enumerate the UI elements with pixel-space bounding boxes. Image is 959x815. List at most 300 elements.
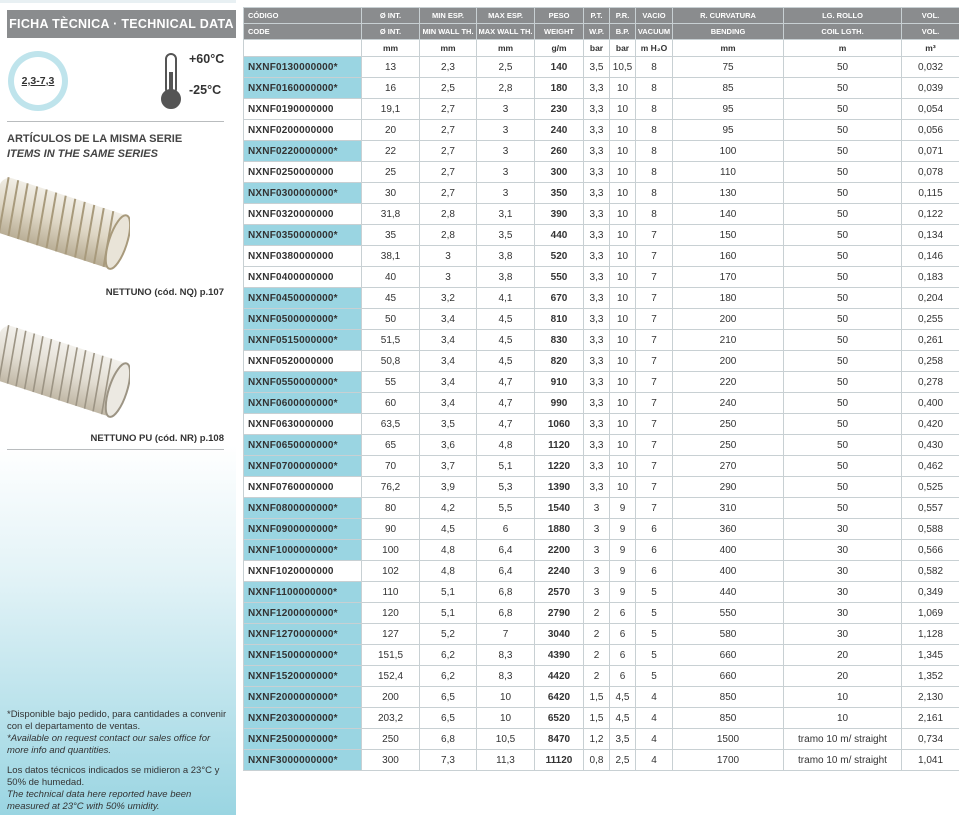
cell-coil-length: 50: [784, 267, 902, 288]
cell-min-wall: 3,4: [420, 393, 477, 414]
cell-coil-length: 50: [784, 162, 902, 183]
cell-vacuum: 5: [636, 582, 673, 603]
cell-working-pressure: 3,3: [584, 393, 610, 414]
cell-inner-diameter: 300: [362, 750, 420, 771]
cell-vacuum: 6: [636, 540, 673, 561]
cell-vacuum: 7: [636, 435, 673, 456]
cell-vacuum: 6: [636, 561, 673, 582]
cell-vacuum: 8: [636, 99, 673, 120]
diameter-range: 2,3-7,3: [21, 75, 55, 87]
cell-working-pressure: 3,3: [584, 330, 610, 351]
cell-code: NXNF0515000000*: [244, 330, 362, 351]
table-row: [244, 120, 959, 141]
cell-code: NXNF0900000000*: [244, 519, 362, 540]
cell-volume: 0,734: [902, 729, 959, 750]
cell-bending-radius: 110: [673, 162, 784, 183]
table-row: [244, 330, 959, 351]
cell-max-wall: 3: [477, 183, 535, 204]
cell-volume: 2,161: [902, 708, 959, 729]
cell-code: NXNF2030000000*: [244, 708, 362, 729]
cell-code: NXNF2500000000*: [244, 729, 362, 750]
cell-volume: 0,054: [902, 99, 959, 120]
cell-working-pressure: 1,2: [584, 729, 610, 750]
cell-min-wall: 3,7: [420, 456, 477, 477]
cell-max-wall: 4,5: [477, 351, 535, 372]
cell-weight: 240: [535, 120, 584, 141]
cell-max-wall: 3,1: [477, 204, 535, 225]
cell-max-wall: 6,8: [477, 603, 535, 624]
cell-volume: 0,261: [902, 330, 959, 351]
cell-coil-length: 50: [784, 414, 902, 435]
cell-working-pressure: 3,3: [584, 372, 610, 393]
cell-max-wall: 3,8: [477, 267, 535, 288]
cell-vacuum: 8: [636, 120, 673, 141]
col-header-burst-pressure: P.R.: [610, 8, 636, 24]
cell-vacuum: 8: [636, 57, 673, 78]
cell-max-wall: 6,8: [477, 582, 535, 603]
cell-code: NXNF0500000000*: [244, 309, 362, 330]
cell-min-wall: 2,7: [420, 99, 477, 120]
cell-inner-diameter: 120: [362, 603, 420, 624]
cell-code: NXNF1100000000*: [244, 582, 362, 603]
cell-max-wall: 3: [477, 141, 535, 162]
cell-bending-radius: 360: [673, 519, 784, 540]
cell-weight: 8470: [535, 729, 584, 750]
cell-coil-length: 30: [784, 540, 902, 561]
cell-vacuum: 7: [636, 456, 673, 477]
cell-max-wall: 3,8: [477, 246, 535, 267]
cell-max-wall: 11,3: [477, 750, 535, 771]
cell-code: NXNF0220000000*: [244, 141, 362, 162]
cell-working-pressure: 3,5: [584, 57, 610, 78]
availability-note-es: *Disponible bajo pedido, para cantidades a convenir con el departamento de ventas.: [7, 709, 227, 732]
col-header-weight: PESO: [535, 8, 584, 24]
col-header-bending-radius: R. CURVATURA: [673, 8, 784, 24]
cell-working-pressure: 3,3: [584, 309, 610, 330]
cell-volume: 0,400: [902, 393, 959, 414]
cell-vacuum: 7: [636, 330, 673, 351]
cell-inner-diameter: 152,4: [362, 666, 420, 687]
cell-max-wall: 3: [477, 162, 535, 183]
cell-inner-diameter: 22: [362, 141, 420, 162]
col-header-burst-pressure: bar: [610, 40, 636, 57]
col-header-burst-pressure: B.P.: [610, 24, 636, 40]
divider: [7, 449, 224, 450]
max-temperature: +60°C: [189, 52, 225, 66]
cell-max-wall: 3: [477, 120, 535, 141]
cell-min-wall: 5,2: [420, 624, 477, 645]
cell-max-wall: 6,4: [477, 561, 535, 582]
series-title-es: ARTÍCULOS DE LA MISMA SERIE: [7, 133, 183, 145]
cell-burst-pressure: 10,5: [610, 57, 636, 78]
table-row: [244, 183, 959, 204]
cell-burst-pressure: 10: [610, 309, 636, 330]
cell-working-pressure: 3,3: [584, 78, 610, 99]
cell-coil-length: 50: [784, 183, 902, 204]
cell-bending-radius: 220: [673, 372, 784, 393]
col-header-bending-radius: BENDING: [673, 24, 784, 40]
cell-vacuum: 7: [636, 225, 673, 246]
cell-burst-pressure: 9: [610, 498, 636, 519]
cell-working-pressure: 3,3: [584, 183, 610, 204]
cell-code: NXNF0250000000: [244, 162, 362, 183]
cell-code: NXNF0760000000: [244, 477, 362, 498]
cell-min-wall: 2,7: [420, 183, 477, 204]
col-header-vacuum: VACIO: [636, 8, 673, 24]
cell-inner-diameter: 110: [362, 582, 420, 603]
cell-burst-pressure: 9: [610, 519, 636, 540]
cell-code: NXNF0700000000*: [244, 456, 362, 477]
cell-bending-radius: 1500: [673, 729, 784, 750]
cell-coil-length: 50: [784, 456, 902, 477]
cell-burst-pressure: 6: [610, 603, 636, 624]
top-strip: [0, 0, 236, 3]
cell-working-pressure: 2: [584, 645, 610, 666]
table-row: [244, 624, 959, 645]
cell-code: NXNF0650000000*: [244, 435, 362, 456]
cell-weight: 350: [535, 183, 584, 204]
cell-vacuum: 4: [636, 750, 673, 771]
cell-weight: 820: [535, 351, 584, 372]
table-row: [244, 645, 959, 666]
cell-volume: 0,122: [902, 204, 959, 225]
cell-vacuum: 7: [636, 498, 673, 519]
cell-burst-pressure: 10: [610, 204, 636, 225]
cell-volume: 1,345: [902, 645, 959, 666]
col-header-inner-diameter: Ø INT.: [362, 24, 420, 40]
cell-max-wall: 7: [477, 624, 535, 645]
cell-weight: 3040: [535, 624, 584, 645]
cell-coil-length: 50: [784, 141, 902, 162]
cell-weight: 2790: [535, 603, 584, 624]
cell-min-wall: 3,2: [420, 288, 477, 309]
availability-note-en: *Available on request contact our sales office for more info and quantities.: [7, 733, 211, 756]
table-row: [244, 666, 959, 687]
cell-max-wall: 4,5: [477, 330, 535, 351]
cell-bending-radius: 250: [673, 414, 784, 435]
cell-weight: 390: [535, 204, 584, 225]
cell-working-pressure: 3,3: [584, 120, 610, 141]
cell-volume: 0,039: [902, 78, 959, 99]
cell-volume: 0,349: [902, 582, 959, 603]
cell-code: NXNF1520000000*: [244, 666, 362, 687]
col-header-bending-radius: mm: [673, 40, 784, 57]
cell-burst-pressure: 6: [610, 666, 636, 687]
table-row: [244, 750, 959, 771]
table-row: [244, 288, 959, 309]
divider: [7, 121, 224, 122]
table-row: [244, 435, 959, 456]
cell-volume: 1,041: [902, 750, 959, 771]
cell-min-wall: 3,4: [420, 351, 477, 372]
cell-inner-diameter: 13: [362, 57, 420, 78]
cell-code: NXNF0200000000: [244, 120, 362, 141]
cell-coil-length: 50: [784, 393, 902, 414]
cell-min-wall: 7,3: [420, 750, 477, 771]
cell-working-pressure: 1,5: [584, 687, 610, 708]
cell-max-wall: 2,5: [477, 57, 535, 78]
cell-code: NXNF1200000000*: [244, 603, 362, 624]
cell-min-wall: 6,8: [420, 729, 477, 750]
cell-bending-radius: 170: [673, 267, 784, 288]
cell-min-wall: 2,7: [420, 141, 477, 162]
thermometer-icon: [158, 52, 184, 110]
cell-code: NXNF0520000000: [244, 351, 362, 372]
availability-note: [7, 709, 232, 757]
cell-min-wall: 3,4: [420, 330, 477, 351]
col-header-code: [244, 40, 362, 57]
cell-vacuum: 7: [636, 309, 673, 330]
cell-weight: 6520: [535, 708, 584, 729]
col-header-min-wall: MIN WALL TH.: [420, 24, 477, 40]
cell-volume: 0,071: [902, 141, 959, 162]
table-row: [244, 729, 959, 750]
table-row: [244, 708, 959, 729]
cell-burst-pressure: 10: [610, 477, 636, 498]
cell-weight: 11120: [535, 750, 584, 771]
cell-volume: 0,204: [902, 288, 959, 309]
col-header-max-wall: MAX ESP.: [477, 8, 535, 24]
cell-min-wall: 3: [420, 267, 477, 288]
min-temperature: -25°C: [189, 83, 222, 97]
cell-burst-pressure: 3,5: [610, 729, 636, 750]
cell-min-wall: 6,5: [420, 708, 477, 729]
cell-coil-length: 50: [784, 435, 902, 456]
table-row: [244, 603, 959, 624]
cell-burst-pressure: 10: [610, 141, 636, 162]
cell-weight: 1060: [535, 414, 584, 435]
panel-gradient: [0, 445, 236, 815]
cell-min-wall: 3,5: [420, 414, 477, 435]
cell-inner-diameter: 31,8: [362, 204, 420, 225]
cell-max-wall: 4,7: [477, 414, 535, 435]
cell-inner-diameter: 90: [362, 519, 420, 540]
table-row: [244, 414, 959, 435]
cell-coil-length: 50: [784, 246, 902, 267]
cell-volume: 1,352: [902, 666, 959, 687]
cell-bending-radius: 580: [673, 624, 784, 645]
cell-bending-radius: 180: [673, 288, 784, 309]
cell-inner-diameter: 16: [362, 78, 420, 99]
cell-inner-diameter: 20: [362, 120, 420, 141]
cell-working-pressure: 3,3: [584, 99, 610, 120]
cell-bending-radius: 400: [673, 561, 784, 582]
cell-bending-radius: 850: [673, 708, 784, 729]
cell-working-pressure: 3,3: [584, 162, 610, 183]
cell-volume: 0,183: [902, 267, 959, 288]
cell-working-pressure: 3: [584, 582, 610, 603]
cell-coil-length: tramo 10 m/ straight: [784, 729, 902, 750]
col-header-coil-length: LG. ROLLO: [784, 8, 902, 24]
cell-bending-radius: 130: [673, 183, 784, 204]
col-header-coil-length: COIL LGTH.: [784, 24, 902, 40]
cell-working-pressure: 3,3: [584, 225, 610, 246]
table-body: [244, 57, 959, 771]
cell-volume: 0,258: [902, 351, 959, 372]
cell-weight: 2200: [535, 540, 584, 561]
cell-working-pressure: 3,3: [584, 456, 610, 477]
table-row: [244, 204, 959, 225]
cell-burst-pressure: 10: [610, 246, 636, 267]
table-row: [244, 393, 959, 414]
nettuno-hose-image: [0, 172, 130, 282]
cell-coil-length: 10: [784, 708, 902, 729]
cell-volume: 0,078: [902, 162, 959, 183]
cell-vacuum: 8: [636, 78, 673, 99]
cell-working-pressure: 3: [584, 540, 610, 561]
cell-burst-pressure: 4,5: [610, 708, 636, 729]
cell-inner-diameter: 50: [362, 309, 420, 330]
cell-volume: 0,032: [902, 57, 959, 78]
cell-burst-pressure: 10: [610, 267, 636, 288]
cell-max-wall: 6: [477, 519, 535, 540]
table-row: [244, 561, 959, 582]
table-row: [244, 162, 959, 183]
col-header-max-wall: mm: [477, 40, 535, 57]
cell-weight: 260: [535, 141, 584, 162]
cell-inner-diameter: 45: [362, 288, 420, 309]
cell-burst-pressure: 2,5: [610, 750, 636, 771]
cell-max-wall: 10,5: [477, 729, 535, 750]
table-row: [244, 582, 959, 603]
table-row: [244, 351, 959, 372]
cell-burst-pressure: 10: [610, 372, 636, 393]
cell-coil-length: 30: [784, 561, 902, 582]
cell-working-pressure: 3,3: [584, 414, 610, 435]
col-header-min-wall: MIN ESP.: [420, 8, 477, 24]
cell-min-wall: 6,2: [420, 666, 477, 687]
technical-data-banner: FICHA TÈCNICA · TECHNICAL DATA: [7, 10, 236, 38]
cell-volume: 0,146: [902, 246, 959, 267]
col-header-working-pressure: W.P.: [584, 24, 610, 40]
cell-weight: 990: [535, 393, 584, 414]
cell-max-wall: 8,3: [477, 645, 535, 666]
col-header-min-wall: mm: [420, 40, 477, 57]
cell-coil-length: 30: [784, 582, 902, 603]
cell-volume: 1,128: [902, 624, 959, 645]
cell-min-wall: 3: [420, 246, 477, 267]
cell-coil-length: 50: [784, 330, 902, 351]
cell-volume: 0,278: [902, 372, 959, 393]
cell-code: NXNF0800000000*: [244, 498, 362, 519]
cell-max-wall: 4,8: [477, 435, 535, 456]
nettuno-caption: NETTUNO (cód. NQ) p.107: [105, 287, 224, 298]
cell-weight: 1880: [535, 519, 584, 540]
cell-working-pressure: 2: [584, 666, 610, 687]
cell-code: NXNF1000000000*: [244, 540, 362, 561]
cell-weight: 180: [535, 78, 584, 99]
cell-inner-diameter: 60: [362, 393, 420, 414]
cell-max-wall: 10: [477, 708, 535, 729]
cell-vacuum: 7: [636, 414, 673, 435]
cell-max-wall: 4,7: [477, 393, 535, 414]
cell-working-pressure: 3: [584, 561, 610, 582]
cell-volume: 0,430: [902, 435, 959, 456]
cell-code: NXNF0380000000: [244, 246, 362, 267]
cell-bending-radius: 440: [673, 582, 784, 603]
cell-code: NXNF2000000000*: [244, 687, 362, 708]
cell-bending-radius: 270: [673, 456, 784, 477]
cell-weight: 910: [535, 372, 584, 393]
cell-weight: 1540: [535, 498, 584, 519]
cell-working-pressure: 3: [584, 498, 610, 519]
cell-burst-pressure: 10: [610, 330, 636, 351]
cell-burst-pressure: 4,5: [610, 687, 636, 708]
col-header-volume: m³: [902, 40, 959, 57]
cell-max-wall: 5,3: [477, 477, 535, 498]
cell-bending-radius: 75: [673, 57, 784, 78]
cell-max-wall: 4,5: [477, 309, 535, 330]
cell-code: NXNF0160000000*: [244, 78, 362, 99]
cell-code: NXNF0320000000: [244, 204, 362, 225]
conditions-note-es: Los datos técnicos indicados se midieron a 23°C y 50% de humedad.: [7, 765, 220, 788]
cell-vacuum: 8: [636, 204, 673, 225]
cell-burst-pressure: 9: [610, 582, 636, 603]
cell-working-pressure: 3: [584, 519, 610, 540]
cell-inner-diameter: 102: [362, 561, 420, 582]
cell-coil-length: 50: [784, 498, 902, 519]
col-header-vacuum: m H₂O: [636, 40, 673, 57]
cell-vacuum: 5: [636, 645, 673, 666]
table-row: [244, 99, 959, 120]
nettuno-pu-caption: NETTUNO PU (cód. NR) p.108: [90, 433, 224, 444]
cell-burst-pressure: 10: [610, 351, 636, 372]
cell-max-wall: 4,1: [477, 288, 535, 309]
cell-vacuum: 7: [636, 246, 673, 267]
cell-volume: 0,134: [902, 225, 959, 246]
cell-bending-radius: 200: [673, 309, 784, 330]
cell-bending-radius: 400: [673, 540, 784, 561]
cell-bending-radius: 85: [673, 78, 784, 99]
cell-max-wall: 6,4: [477, 540, 535, 561]
col-header-volume: VOL.: [902, 8, 959, 24]
cell-bending-radius: 1700: [673, 750, 784, 771]
cell-coil-length: 10: [784, 687, 902, 708]
cell-code: NXNF0450000000*: [244, 288, 362, 309]
cell-volume: 0,255: [902, 309, 959, 330]
cell-coil-length: 50: [784, 57, 902, 78]
cell-coil-length: 50: [784, 477, 902, 498]
cell-min-wall: 4,8: [420, 561, 477, 582]
col-header-code: CODE: [244, 24, 362, 40]
cell-min-wall: 3,4: [420, 309, 477, 330]
cell-min-wall: 2,3: [420, 57, 477, 78]
cell-coil-length: 30: [784, 519, 902, 540]
cell-bending-radius: 100: [673, 141, 784, 162]
cell-code: NXNF1020000000: [244, 561, 362, 582]
cell-burst-pressure: 10: [610, 456, 636, 477]
cell-volume: 0,588: [902, 519, 959, 540]
cell-burst-pressure: 10: [610, 435, 636, 456]
cell-volume: 0,582: [902, 561, 959, 582]
cell-burst-pressure: 10: [610, 162, 636, 183]
cell-max-wall: 3,5: [477, 225, 535, 246]
cell-weight: 830: [535, 330, 584, 351]
cell-code: NXNF0350000000*: [244, 225, 362, 246]
cell-vacuum: 7: [636, 393, 673, 414]
cell-bending-radius: 95: [673, 120, 784, 141]
cell-burst-pressure: 10: [610, 288, 636, 309]
conditions-note-en: The technical data here reported have been measured at 23°C with 50% umidity.: [7, 789, 192, 812]
cell-bending-radius: 290: [673, 477, 784, 498]
cell-volume: 0,566: [902, 540, 959, 561]
technical-data-table: [243, 7, 959, 771]
cell-weight: 230: [535, 99, 584, 120]
cell-vacuum: 7: [636, 288, 673, 309]
cell-inner-diameter: 50,8: [362, 351, 420, 372]
cell-vacuum: 7: [636, 477, 673, 498]
diameter-badge: [14, 57, 62, 105]
